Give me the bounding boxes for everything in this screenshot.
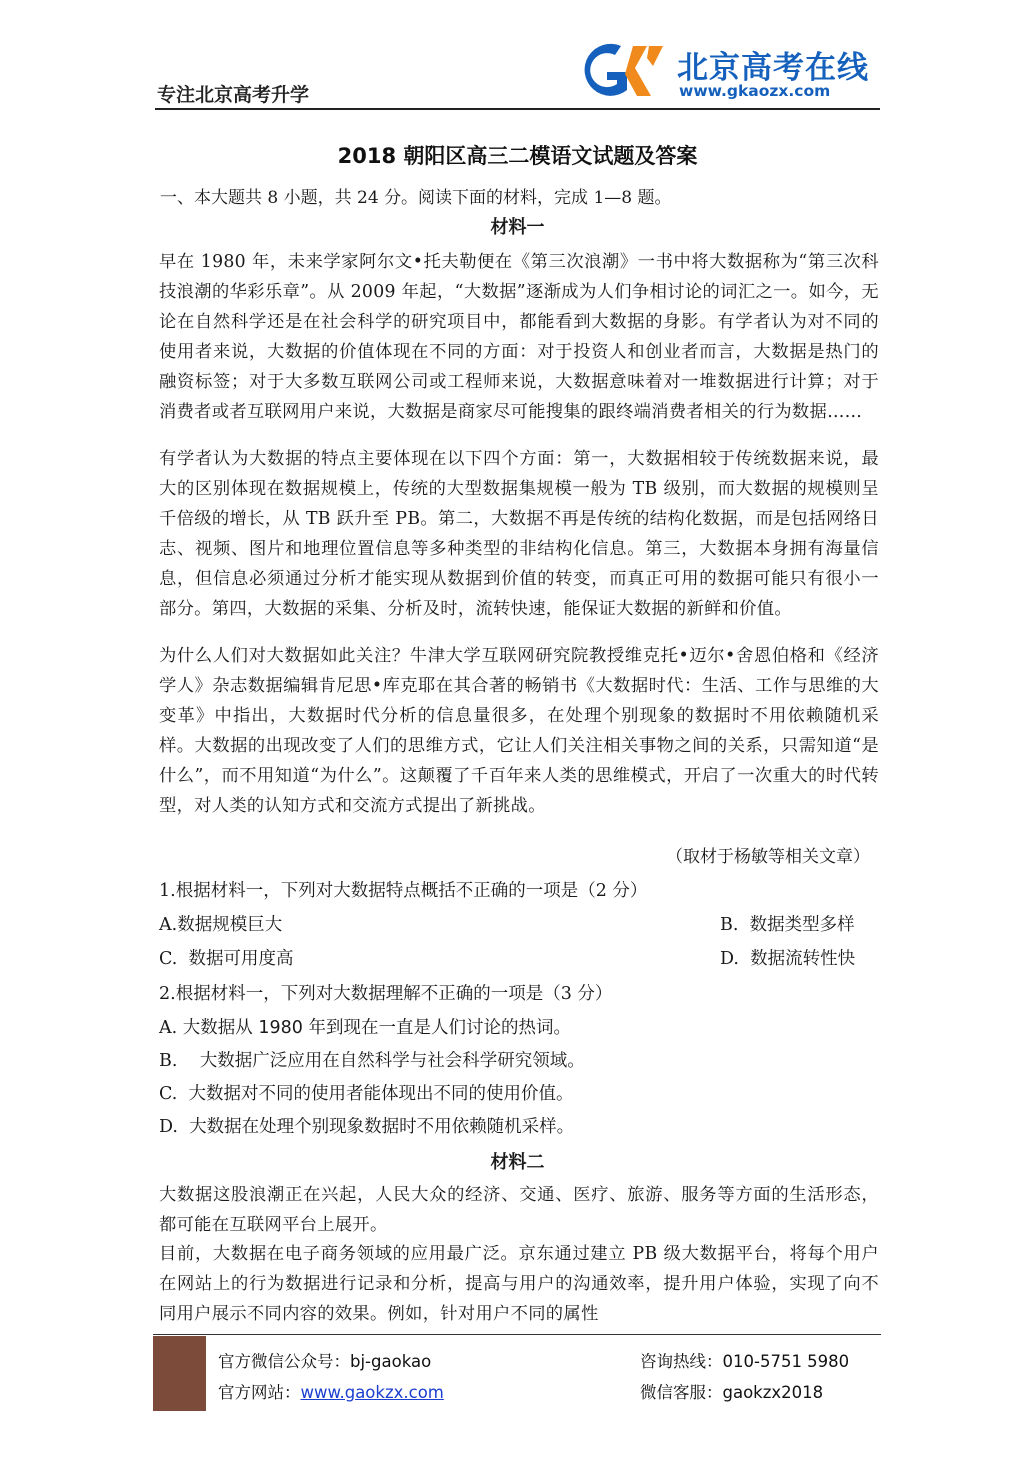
question-2-stem: 2.根据材料一，下列对大数据理解不正确的一项是（3 分） [159,984,613,1004]
question-1-option-b [720,911,855,936]
footer-hotline: 咨询热线：010-5751 5980 [640,1352,850,1371]
footer-wechat-account: 官方微信公众号：bj-gaokao [218,1352,432,1371]
footer-divider [153,1334,881,1335]
footer-color-block [153,1336,206,1411]
option-text: 大数据广泛应用在自然科学与社会科学研究领域。 [199,1051,585,1071]
question-2-option-b [159,1047,585,1072]
question-2-option-d [159,1113,574,1138]
question-2-option-c [159,1080,573,1105]
header-divider [155,108,880,110]
material-2-heading: 材料二 [490,1152,545,1173]
footer-website-label: 官方网站： [218,1383,301,1402]
question-2-option-a [159,1014,571,1039]
option-letter: C. [159,1084,178,1104]
logo-name: 北京高考在线 [677,50,869,86]
section-heading: 一、本大题共 8 小题，共 24 分。阅读下面的材料，完成 1—8 题。 [160,188,672,208]
option-letter: B. [720,915,739,935]
footer-service: 微信客服：gaokzx2018 [640,1383,824,1402]
question-1-option-c [159,945,293,970]
question-1-option-d [720,945,855,970]
material-1-paragraph-2: 有学者认为大数据的特点主要体现在以下四个方面：第一，大数据相较于传统数据来说，最大的区别体现在数据规模上，传统的大型数据集规模一般为 TB 级别，而大数据的规模则呈千倍级的增长，从 TB 跃升至 PB。第二，大数据不再是传统的结构化数据，而是包括网络日志、视频、图片和地理位置信息等多种类型的非结构化信息。第三，大数据本身拥有海量信息，但信息必须通过分析才能实现从数据到价值的转变，而真正可用的数据可能只有很小一部分。第四，大数据的采集、分析及时，流转快速，能保证大数据的新鲜和价值。 [159,449,879,619]
page-title: 2018 朝阳区高三二模语文试题及答案 [337,144,698,168]
footer-website-link[interactable]: www.gaokzx.com [300,1383,444,1402]
material-2-paragraph-2: 目前，大数据在电子商务领域的应用最广泛。京东通过建立 PB 级大数据平台，将每个用户在网站上的行为数据进行记录和分析，提高与用户的沟通效率，提升用户体验，实现了向不同用户展示不同内容的效果。例如，针对用户不同的属性 [159,1244,879,1324]
option-letter: A. [159,915,178,935]
site-logo[interactable] [577,38,877,104]
material-2-paragraph-1: 大数据这股浪潮正在兴起，人民大众的经济、交通、医疗、旅游、服务等方面的生活形态，都可能在互联网平台上展开。 [159,1185,879,1235]
option-text: 大数据从 1980 年到现在一直是人们讨论的热词。 [182,1018,571,1038]
header-slogan: 专注北京高考升学 [157,84,310,106]
option-text: 数据规模巨大 [177,915,283,935]
logo-url: www.gkaozx.com [679,82,831,100]
option-letter: C. [159,949,178,969]
source-citation: （取材于杨敏等相关文章） [666,847,870,867]
gk-logo-icon [577,38,669,104]
footer-website [218,1379,444,1403]
option-letter: B. [159,1051,178,1071]
option-text: 大数据在处理个别现象数据时不用依赖随机采样。 [189,1117,575,1137]
option-letter: D. [159,1117,178,1137]
option-text: 数据可用度高 [188,949,294,969]
option-text: 大数据对不同的使用者能体现出不同的使用价值。 [188,1084,574,1104]
option-text: 数据类型多样 [749,915,855,935]
question-1-option-a [159,911,282,936]
option-text: 数据流转性快 [750,949,856,969]
question-1-stem: 1.根据材料一，下列对大数据特点概括不正确的一项是（2 分） [159,881,648,901]
material-1-paragraph-1: 早在 1980 年，未来学家阿尔文•托夫勒便在《第三次浪潮》一书中将大数据称为“第三次科技浪潮的华彩乐章”。从 2009 年起，“大数据”逐渐成为人们争相讨论的词汇之一。如今，无论在自然科学还是在社会科学的研究项目中，都能看到大数据的身影。有学者认为对不同的使用者来说，大数据的价值体现在不同的方面：对于投资人和创业者而言，大数据是热门的融资标签；对于大多数互联网公司或工程师来说，大数据意味着对一堆数据进行计算；对于消费者或者互联网用户来说，大数据是商家尽可能搜集的跟终端消费者相关的行为数据…… [159,252,879,422]
material-1-paragraph-3: 为什么人们对大数据如此关注？牛津大学互联网研究院教授维克托•迈尔•舍恩伯格和《经济学人》杂志数据编辑肯尼思•库克耶在其合著的畅销书《大数据时代：生活、工作与思维的大变革》中指出，大数据时代分析的信息量很多，在处理个别现象的数据时不用依赖随机采样。大数据的出现改变了人们的思维方式，它让人们关注相关事物之间的关系，只需知道“是什么”，而不用知道“为什么”。这颠覆了千百年来人类的思维模式，开启了一次重大的时代转型，对人类的认知方式和交流方式提出了新挑战。 [159,646,879,816]
material-1-heading: 材料一 [490,217,545,238]
option-letter: A. [159,1018,178,1038]
option-letter: D. [720,949,739,969]
